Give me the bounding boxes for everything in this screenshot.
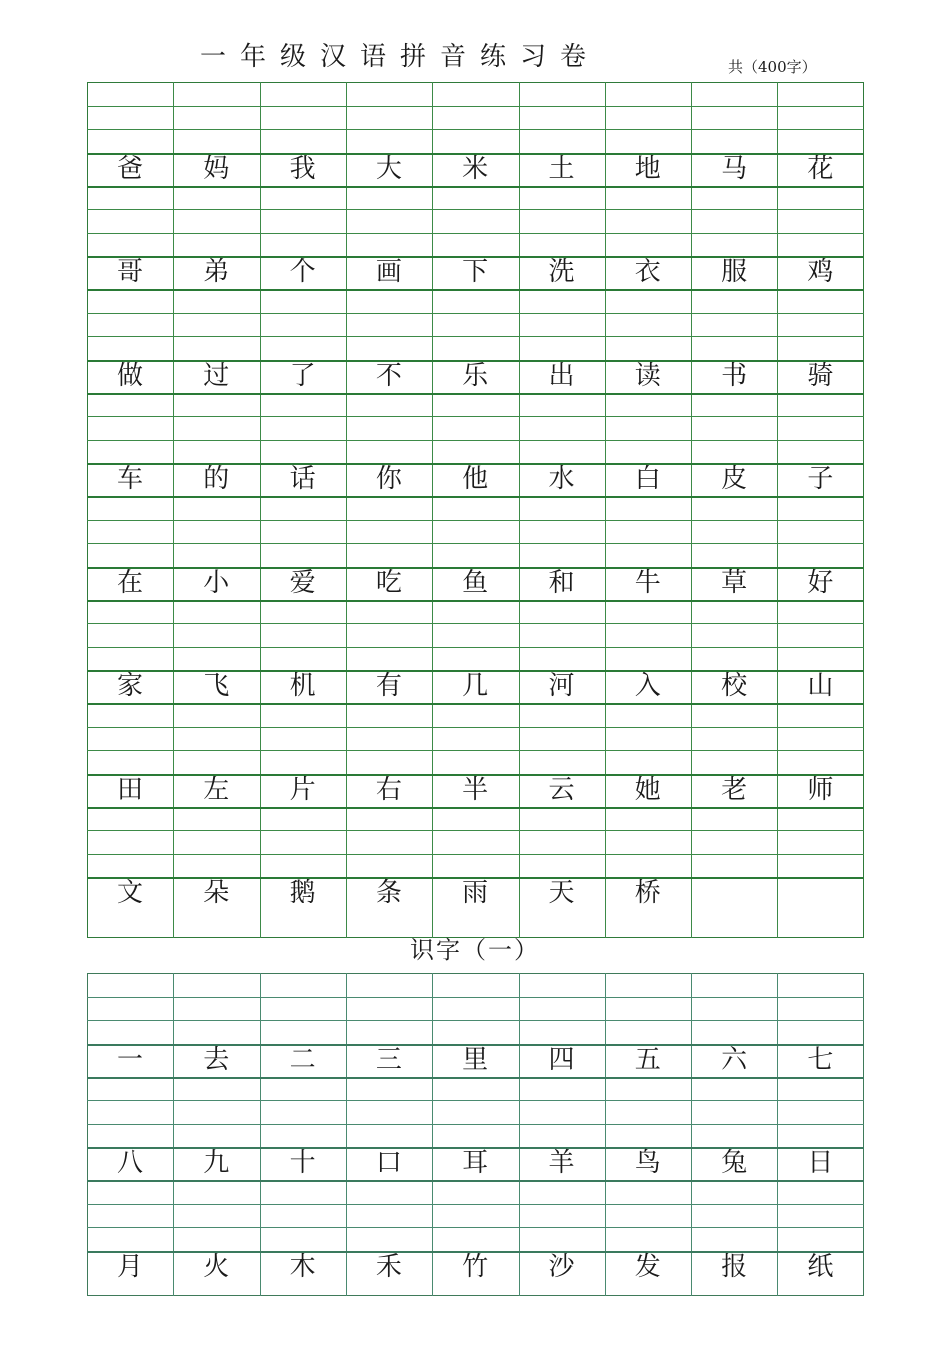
row-separator xyxy=(87,186,864,188)
practice-character: 二 xyxy=(289,1044,316,1075)
practice-character: 牛 xyxy=(634,567,661,598)
practice-character: 个 xyxy=(289,257,316,287)
practice-character: 机 xyxy=(289,671,316,701)
column-divider xyxy=(260,973,261,1296)
practice-character: 书 xyxy=(721,360,748,391)
row-separator xyxy=(87,807,864,809)
practice-character: 校 xyxy=(721,671,748,701)
practice-character: 一 xyxy=(116,1044,143,1075)
practice-character: 左 xyxy=(203,774,230,805)
column-divider xyxy=(432,973,433,1296)
practice-character: 不 xyxy=(375,360,402,391)
practice-character: 土 xyxy=(548,153,575,184)
practice-character: 子 xyxy=(807,464,834,494)
practice-character: 哥 xyxy=(116,257,143,287)
practice-character: 半 xyxy=(462,774,489,805)
practice-character: 天 xyxy=(548,878,575,908)
column-divider xyxy=(777,82,778,938)
practice-character: 文 xyxy=(116,878,143,908)
practice-character: 车 xyxy=(116,464,143,494)
pinyin-guide-line xyxy=(87,1020,864,1021)
pinyin-guide-line xyxy=(87,1100,864,1101)
pinyin-guide-line xyxy=(87,336,864,337)
practice-character: 木 xyxy=(289,1251,316,1282)
practice-character: 吃 xyxy=(375,567,402,598)
practice-character: 七 xyxy=(807,1044,834,1075)
practice-character: 洗 xyxy=(548,257,575,287)
practice-character: 花 xyxy=(807,153,834,184)
pinyin-guide-line xyxy=(87,313,864,314)
practice-character: 做 xyxy=(116,360,143,391)
practice-character: 米 xyxy=(462,153,489,184)
practice-character: 在 xyxy=(116,567,143,598)
column-divider xyxy=(260,82,261,938)
practice-character: 你 xyxy=(375,464,402,494)
column-divider xyxy=(346,973,347,1296)
column-divider xyxy=(691,82,692,938)
practice-character: 入 xyxy=(634,671,661,701)
practice-character: 里 xyxy=(462,1044,489,1075)
column-divider xyxy=(173,82,174,938)
practice-character: 日 xyxy=(807,1148,834,1178)
practice-character: 五 xyxy=(634,1044,661,1075)
column-divider xyxy=(346,82,347,938)
practice-character: 和 xyxy=(548,567,575,598)
practice-character: 画 xyxy=(375,257,402,287)
practice-character: 沙 xyxy=(548,1251,575,1282)
section-heading: 识字（一） xyxy=(410,936,540,964)
practice-character: 白 xyxy=(634,464,661,494)
column-divider xyxy=(519,973,520,1296)
practice-character: 她 xyxy=(634,774,661,805)
column-divider xyxy=(605,973,606,1296)
pinyin-guide-line xyxy=(87,830,864,831)
practice-character: 过 xyxy=(203,360,230,391)
practice-character: 纸 xyxy=(807,1251,834,1282)
practice-character: 他 xyxy=(462,464,489,494)
practice-character: 马 xyxy=(721,153,748,184)
column-divider xyxy=(777,973,778,1296)
practice-character: 十 xyxy=(289,1148,316,1178)
pinyin-guide-line xyxy=(87,647,864,648)
column-divider xyxy=(605,82,606,938)
practice-character: 右 xyxy=(375,774,402,805)
practice-character: 鸡 xyxy=(807,257,834,287)
pinyin-guide-line xyxy=(87,854,864,855)
practice-character: 好 xyxy=(807,567,834,598)
practice-character: 大 xyxy=(375,153,402,184)
practice-character: 爱 xyxy=(289,567,316,598)
practice-character: 老 xyxy=(721,774,748,805)
column-divider xyxy=(691,973,692,1296)
practice-character: 桥 xyxy=(634,878,661,908)
practice-character: 竹 xyxy=(462,1251,489,1282)
pinyin-guide-line xyxy=(87,233,864,234)
practice-character: 月 xyxy=(116,1251,143,1282)
practice-character: 禾 xyxy=(375,1251,402,1282)
practice-character: 山 xyxy=(807,671,834,701)
practice-character: 小 xyxy=(203,567,230,598)
pinyin-guide-line xyxy=(87,543,864,544)
pinyin-guide-line xyxy=(87,750,864,751)
practice-character: 草 xyxy=(721,567,748,598)
practice-character: 报 xyxy=(721,1251,748,1282)
practice-character: 条 xyxy=(375,878,402,908)
row-separator xyxy=(87,496,864,498)
practice-character: 四 xyxy=(548,1044,575,1075)
pinyin-guide-line xyxy=(87,997,864,998)
row-separator xyxy=(87,393,864,395)
practice-character: 妈 xyxy=(203,153,230,184)
practice-character: 衣 xyxy=(634,257,661,287)
pinyin-guide-line xyxy=(87,440,864,441)
practice-character: 火 xyxy=(203,1251,230,1282)
practice-character: 兔 xyxy=(721,1148,748,1178)
grid-frame xyxy=(87,973,864,1296)
practice-character: 鸟 xyxy=(634,1148,661,1178)
pinyin-guide-line xyxy=(87,209,864,210)
column-divider xyxy=(173,973,174,1296)
pinyin-guide-line xyxy=(87,129,864,130)
pinyin-guide-line xyxy=(87,106,864,107)
practice-character: 八 xyxy=(116,1148,143,1178)
row-separator xyxy=(87,1180,864,1182)
pinyin-guide-line xyxy=(87,1124,864,1125)
column-divider xyxy=(519,82,520,938)
pinyin-guide-line xyxy=(87,1204,864,1205)
practice-character: 弟 xyxy=(203,257,230,287)
practice-character: 云 xyxy=(548,774,575,805)
pinyin-guide-line xyxy=(87,520,864,521)
practice-character: 出 xyxy=(548,360,575,391)
practice-character: 了 xyxy=(289,360,316,391)
practice-character: 六 xyxy=(721,1044,748,1075)
pinyin-guide-line xyxy=(87,727,864,728)
practice-character: 九 xyxy=(203,1148,230,1178)
row-separator xyxy=(87,703,864,705)
pinyin-guide-line xyxy=(87,623,864,624)
practice-character: 朵 xyxy=(203,878,230,908)
pinyin-guide-line xyxy=(87,1227,864,1228)
row-separator xyxy=(87,1077,864,1079)
practice-character: 读 xyxy=(634,360,661,391)
practice-character: 飞 xyxy=(203,671,230,701)
practice-character: 发 xyxy=(634,1251,661,1282)
pinyin-grid-literacy xyxy=(87,973,864,1296)
practice-character: 爸 xyxy=(116,153,143,184)
practice-character: 口 xyxy=(375,1148,402,1178)
practice-character: 师 xyxy=(807,774,834,805)
practice-character: 骑 xyxy=(807,360,834,391)
practice-character: 的 xyxy=(203,464,230,494)
practice-character: 去 xyxy=(203,1044,230,1075)
practice-character: 服 xyxy=(721,257,748,287)
row-separator xyxy=(87,289,864,291)
practice-character: 有 xyxy=(375,671,402,701)
practice-character: 鹅 xyxy=(289,878,316,908)
page-title: 一年级汉语拼音练习卷 xyxy=(200,42,601,72)
row-separator xyxy=(87,600,864,602)
practice-character: 雨 xyxy=(462,878,489,908)
column-divider xyxy=(432,82,433,938)
pinyin-guide-line xyxy=(87,416,864,417)
character-count: 共（400字） xyxy=(728,58,817,76)
practice-character: 几 xyxy=(462,671,489,701)
practice-character: 我 xyxy=(289,153,316,184)
practice-character: 地 xyxy=(634,153,661,184)
practice-character: 羊 xyxy=(548,1148,575,1178)
practice-character: 乐 xyxy=(462,360,489,391)
practice-character: 皮 xyxy=(721,464,748,494)
practice-character: 三 xyxy=(375,1044,402,1075)
practice-character: 话 xyxy=(289,464,316,494)
practice-character: 鱼 xyxy=(462,567,489,598)
grid-frame xyxy=(87,82,864,938)
pinyin-grid-main xyxy=(87,82,864,938)
practice-character: 下 xyxy=(462,257,489,287)
practice-character: 家 xyxy=(116,671,143,701)
practice-character: 田 xyxy=(116,774,143,805)
practice-character: 水 xyxy=(548,464,575,494)
practice-character: 河 xyxy=(548,671,575,701)
practice-character: 耳 xyxy=(462,1148,489,1178)
practice-character: 片 xyxy=(289,774,316,805)
